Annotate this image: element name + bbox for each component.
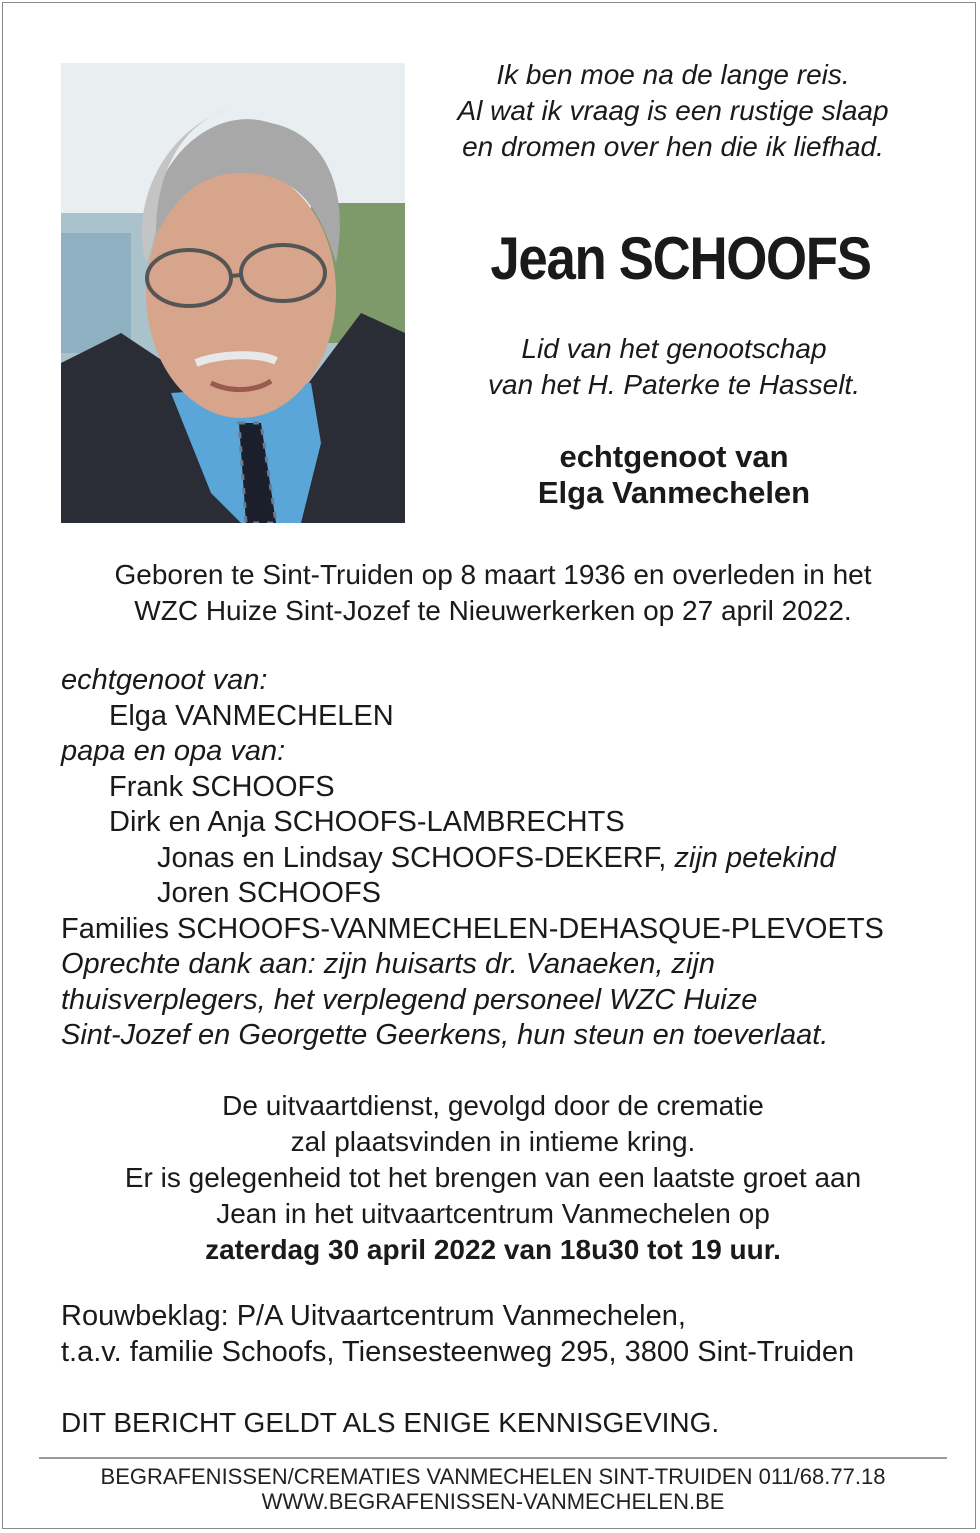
notice-statement: DIT BERICHT GELDT ALS ENIGE KENNISGEVING. (61, 1407, 720, 1438)
spouse-heading-label: echtgenoot van (559, 439, 789, 474)
condolences-line-1: Rouwbeklag: P/A Uitvaartcentrum Vanmechelen, (61, 1300, 686, 1332)
society-line-2: van het H. Paterke te Hasselt. (488, 369, 860, 400)
service-line-2: zal plaatsvinden in intieme kring. (290, 1126, 696, 1157)
society-line-1: Lid van het genootschap (521, 333, 827, 364)
thanks-line-1: Oprechte dank aan: zijn huisarts dr. Vanaeken, zijn (61, 948, 715, 980)
thanks-line-2: thuisverplegers, het verplegend personeel WZC Huize (61, 983, 758, 1016)
spouse-heading (423, 439, 925, 511)
funeral-service-info (43, 1088, 943, 1268)
families-line: Families SCHOOFS-VANMECHELEN-DEHASQUE-PLEVOETS (61, 912, 884, 945)
grandchild-1 (61, 841, 961, 877)
children-label: papa en opa van: (61, 735, 286, 767)
deceased-name: Jean SCHOOFS (490, 225, 871, 292)
spouse-name: Elga VANMECHELEN (109, 699, 394, 732)
funeral-home-footer (43, 1464, 943, 1514)
grandchild-1-name: Jonas en Lindsay SCHOOFS-DEKERF, (157, 841, 667, 874)
child-2: Dirk en Anja SCHOOFS-LAMBRECHTS (109, 806, 625, 838)
footer-divider (39, 1457, 947, 1459)
service-line-3: Er is gelegenheid tot het brengen van een laatste groet aan (124, 1162, 862, 1193)
footer-website: WWW.BEGRAFENISSEN-VANMECHELEN.BE (261, 1489, 725, 1514)
society-membership (423, 331, 925, 403)
thanks-line-3: Sint-Jozef en Georgette Geerkens, hun steun en toeverlaat. (61, 1019, 829, 1051)
portrait-illustration (61, 63, 405, 523)
footer-line-1: BEGRAFENISSEN/CREMATIES VANMECHELEN SINT-TRUIDEN 011/68.77.18 (100, 1464, 886, 1489)
obituary-card (2, 2, 976, 1529)
verse (423, 57, 923, 165)
spouse-label: echtgenoot van: (61, 664, 268, 696)
grandchild-2: Joren SCHOOFS (157, 877, 381, 909)
spouse-heading-name: Elga Vanmechelen (537, 475, 811, 510)
family-list (61, 663, 961, 1054)
service-line-4: Jean in het uitvaartcentrum Vanmechelen op (216, 1198, 770, 1229)
verse-line-2: Al wat ik vraag is een rustige slaap (457, 95, 889, 126)
child-1: Frank SCHOOFS (109, 770, 335, 803)
verse-line-3: en dromen over hen die ik liefhad. (462, 131, 884, 162)
birth-death-details (43, 557, 943, 629)
birth-line: Geboren te Sint-Truiden op 8 maart 1936 en overleden in het (114, 559, 872, 590)
service-line-1: De uitvaartdienst, gevolgd door de crematie (222, 1090, 764, 1121)
condolences-address (61, 1299, 961, 1370)
portrait-photo (61, 63, 405, 523)
condolences-line-2: t.a.v. familie Schoofs, Tiensesteenweg 295, 3800 Sint-Truiden (61, 1335, 855, 1368)
death-line: WZC Huize Sint-Jozef te Nieuwerkerken op 27 april 2022. (134, 595, 852, 626)
grandchild-1-note: zijn petekind (674, 841, 836, 874)
verse-line-1: Ik ben moe na de lange reis. (496, 59, 850, 90)
service-date: zaterdag 30 april 2022 van 18u30 tot 19 uur. (205, 1234, 781, 1265)
